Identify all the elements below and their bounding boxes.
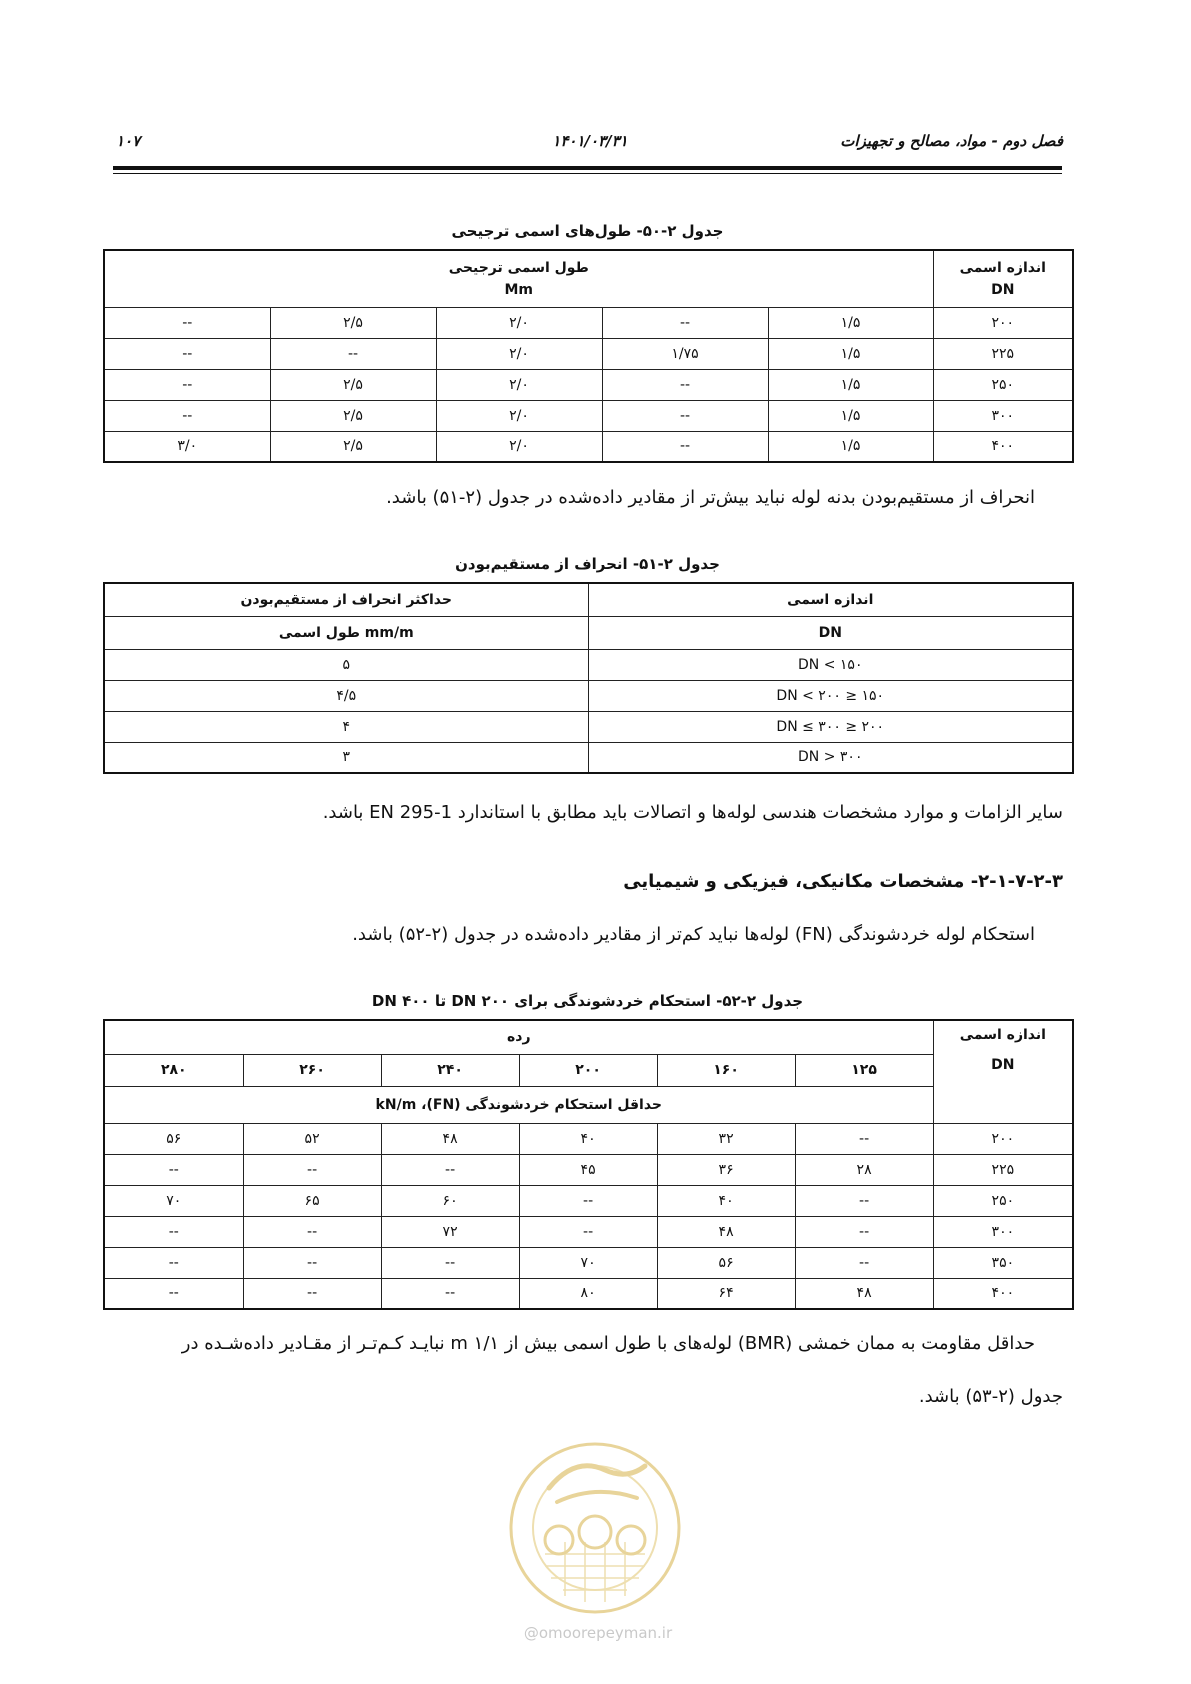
scale-icon	[545, 1526, 573, 1554]
table52-head-size: اندازه اسمی DN	[933, 1020, 1073, 1123]
table-row: ۲۵۰ ۱/۵ -- ۲/۰ ۲/۵ --	[104, 369, 1073, 400]
person-icon	[579, 1516, 611, 1548]
table-row: ۳۵۰ -- ۵۶ ۷۰ -- -- --	[104, 1247, 1073, 1278]
paragraph-straightness: انحراف از مستقیم‌بودن بدنه لوله نباید بیش‌تر از مقادیر داده‌شده در جدول (۲-۵۱) باشد.	[386, 487, 1035, 508]
page-number: ۱۰۷	[116, 132, 141, 150]
table-row: ۲۰۰ ۱/۵ -- ۲/۰ ۲/۵ --	[104, 307, 1073, 338]
table-row: ۲۵۰ -- ۴۰ -- ۶۰ ۶۵ ۷۰	[104, 1185, 1073, 1216]
paragraph-en295: سایر الزامات و موارد مشخصات هندسی لوله‌ها و اتصالات باید مطابق با استاندارد EN 295-1 باشد.	[322, 802, 1063, 823]
paragraph-bmr: حداقل مقاومت به ممان خمشی (BMR) لوله‌های با طول اسمی بیش از ۱/۱ m نبایـد کـم‌تـر از مقـادیر داده‌شـده در	[181, 1333, 1035, 1354]
table51-head-deviation: حداکثر انحراف از مستقیم‌بودن	[104, 583, 588, 616]
table-row: DN > ۳۰۰ ۳	[104, 742, 1073, 773]
table-row: ۴۰۰ ۴۸ ۶۴ ۸۰ -- -- --	[104, 1278, 1073, 1309]
table-row: ۳۰۰ ۱/۵ -- ۲/۰ ۲/۵ --	[104, 400, 1073, 431]
table50-head-length: طول اسمی ترجیحی Mm	[104, 250, 933, 307]
table52-class-row: ۱۲۵ ۱۶۰ ۲۰۰ ۲۴۰ ۲۶۰ ۲۸۰	[104, 1054, 1073, 1086]
paragraph-crushing: استحکام لوله خردشوندگی (FN) لوله‌ها نباید کم‌تر از مقادیر داده‌شده در جدول (۲-۵۲) باشد.	[352, 924, 1035, 945]
seal-grid	[545, 1542, 645, 1602]
table50-head-size: اندازه اسمی DN	[933, 250, 1073, 307]
table-row: ۴۰۰ ۱/۵ -- ۲/۰ ۲/۵ ۳/۰	[104, 431, 1073, 462]
table52-caption: جدول ۲-۵۲- استحکام خردشوندگی برای DN ۲۰۰ تا DN ۴۰۰	[371, 992, 804, 1010]
table-row: ۲۲۵ ۱/۵ ۱/۷۵ ۲/۰ -- --	[104, 338, 1073, 369]
table-row: ۳۰۰ -- ۴۸ -- ۷۲ -- --	[104, 1216, 1073, 1247]
seal-outer-ring	[511, 1444, 679, 1612]
table52-head-min-strength: حداقل استحکام خردشوندگی (FN)، kN/m	[104, 1086, 933, 1123]
table51-caption: جدول ۲-۵۱- انحراف از مستقیم‌بودن	[455, 555, 720, 573]
watermark-url: @omoorepeyman.ir	[523, 1624, 673, 1642]
gear-icon	[617, 1526, 645, 1554]
seal-logo	[505, 1436, 685, 1616]
table51-head-size: اندازه اسمی	[588, 583, 1073, 616]
seal-calligraphy-2	[557, 1492, 637, 1502]
table51-head-deviation-unit: mm/m طول اسمی	[104, 616, 588, 649]
header-date: ۱۴۰۱/۰۳/۳۱	[552, 132, 628, 150]
table51-head-size-unit: DN	[588, 616, 1073, 649]
header-rule	[113, 166, 1062, 170]
table50-caption: جدول ۲-۵۰- طول‌های اسمی ترجیحی	[451, 222, 724, 240]
table52	[103, 1019, 1074, 1310]
paragraph-bmr-cont: جدول (۲-۵۳) باشد.	[918, 1386, 1063, 1407]
table-row: DN < ۱۵۰ ۵	[104, 649, 1073, 680]
table-row: ۲۰۰ ≤ DN ≤ ۳۰۰ ۴	[104, 711, 1073, 742]
table51	[103, 582, 1074, 774]
section-heading: ۲-۱-۷-۲-۳- مشخصات مکانیکی، فیزیکی و شیمیایی	[623, 871, 1063, 892]
table-row: ۲۰۰ -- ۳۲ ۴۰ ۴۸ ۵۲ ۵۶	[104, 1123, 1073, 1154]
table50	[103, 249, 1074, 463]
table52-head-class: رده	[104, 1020, 933, 1054]
table-row: ۱۵۰ ≤ DN < ۲۰۰ ۴/۵	[104, 680, 1073, 711]
table-row: ۲۲۵ ۲۸ ۳۶ ۴۵ -- -- --	[104, 1154, 1073, 1185]
chapter-title: فصل دوم - مواد، مصالح و تجهیزات	[840, 132, 1063, 150]
header-rule-thin	[113, 173, 1062, 174]
